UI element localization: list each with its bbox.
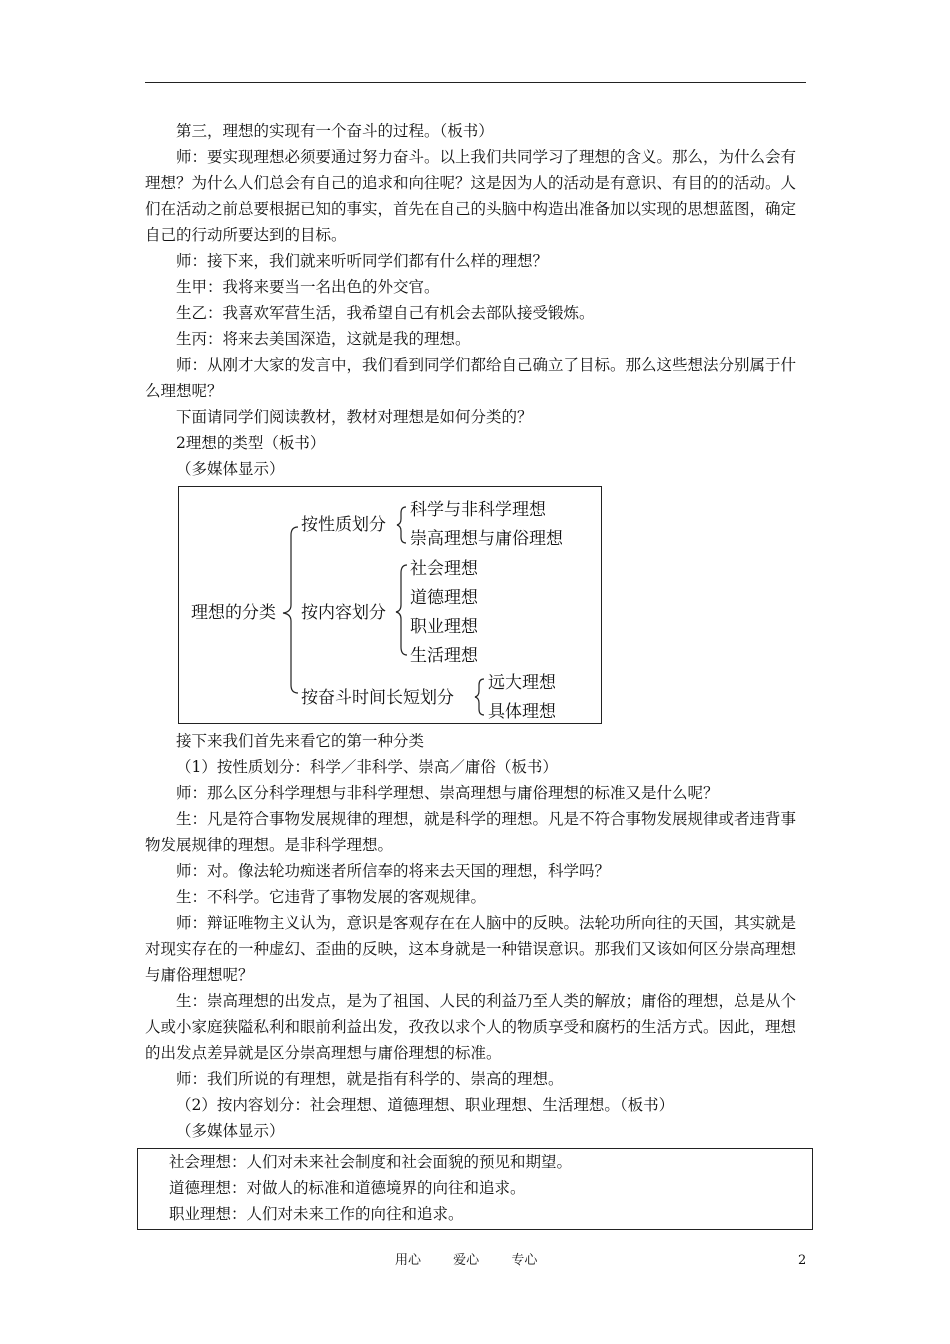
- paragraph: 第三，理想的实现有一个奋斗的过程。（板书）: [176, 122, 494, 140]
- paragraph: 师：接下来，我们就来听听同学们都有什么样的理想？: [176, 252, 549, 270]
- paragraph: 师：对。像法轮功痴迷者所信奉的将来去天国的理想，科学吗？: [176, 862, 611, 880]
- page-footer: [0, 1250, 950, 1272]
- paragraph: （多媒体显示）: [176, 1122, 285, 1140]
- diagram-leaf: 崇高理想与庸俗理想: [410, 529, 563, 549]
- diagram-leaf: 具体理想: [488, 702, 556, 722]
- definition-line: 职业理想：人们对未来工作的向往和追求。: [169, 1205, 464, 1223]
- section-heading: 2理想的类型（板书）: [176, 434, 326, 452]
- paragraph: 师：从刚才大家的发言中，我们看到同学们都给自己确立了目标。那么这些想法分别属于什么理想呢？: [145, 356, 797, 400]
- definition-line: 道德理想：对做人的标准和道德境界的向往和追求。: [169, 1179, 526, 1197]
- diagram-leaf: 远大理想: [488, 673, 556, 693]
- diagram-branch-duration: 按奋斗时间长短划分: [301, 688, 454, 708]
- diagram-branch-nature: 按性质划分: [301, 515, 386, 535]
- paragraph: 生：不科学。它违背了事物发展的客观规律。: [176, 888, 487, 906]
- header-rule: [145, 82, 806, 83]
- paragraph: 生丙：将来去美国深造，这就是我的理想。: [176, 330, 471, 348]
- footer-motto-item: 用心: [395, 1253, 422, 1268]
- page-number: 2: [798, 1253, 807, 1268]
- definitions-box: [137, 1148, 813, 1230]
- diagram-leaf: 道德理想: [410, 588, 478, 608]
- definition-line: 社会理想：人们对未来社会制度和社会面貌的预见和期望。: [169, 1153, 573, 1171]
- paragraph: 生：崇高理想的出发点，是为了祖国、人民的利益乃至人类的解放；庸俗的理想，总是从个人或小家庭狭隘私利和眼前利益出发，孜孜以求个人的物质享受和腐朽的生活方式。因此，理想的出发点差异就是区分崇高理想与庸俗理想的标准。: [145, 992, 797, 1062]
- paragraph: （多媒体显示）: [176, 460, 285, 478]
- paragraph: 师：我们所说的有理想，就是指有科学的、崇高的理想。: [176, 1070, 564, 1088]
- footer-motto-item: 爱心: [453, 1253, 480, 1268]
- footer-motto: [395, 1250, 565, 1272]
- paragraph: 下面请同学们阅读教材，教材对理想是如何分类的？: [176, 408, 533, 426]
- classification-diagram: [178, 486, 602, 724]
- paragraph: （2）按内容划分：社会理想、道德理想、职业理想、生活理想。（板书）: [176, 1096, 675, 1114]
- diagram-root: 理想的分类: [191, 603, 276, 623]
- footer-motto-item: 专心: [511, 1253, 538, 1268]
- paragraph: 师：要实现理想必须要通过努力奋斗。以上我们共同学习了理想的含义。那么，为什么会有理想？为什么人们总会有自己的追求和向往呢？这是因为人的活动是有意识、有目的的活动。人们在活动之前总要根据已知的事实，首先在自己的头脑中构造出准备加以实现的思想蓝图，确定自己的行动所要达到的目标。: [145, 148, 797, 244]
- paragraph: 生甲：我将来要当一名出色的外交官。: [176, 278, 440, 296]
- paragraph: 接下来我们首先来看它的第一种分类: [176, 732, 425, 750]
- paragraph: 师：那么区分科学理想与非科学理想、崇高理想与庸俗理想的标准又是什么呢？: [176, 784, 719, 802]
- diagram-leaf: 社会理想: [410, 559, 478, 579]
- paragraph: 生：凡是符合事物发展规律的理想，就是科学的理想。凡是不符合事物发展规律或者违背事物发展规律的理想。是非科学理想。: [145, 810, 797, 854]
- diagram-leaf: 科学与非科学理想: [410, 500, 546, 520]
- page-body: [145, 118, 810, 1230]
- diagram-leaf: 职业理想: [410, 617, 478, 637]
- paragraph: 生乙：我喜欢军营生活，我希望自己有机会去部队接受锻炼。: [176, 304, 595, 322]
- diagram-branch-content: 按内容划分: [301, 603, 386, 623]
- paragraph: （1）按性质划分：科学／非科学、崇高／庸俗（板书）: [176, 758, 558, 776]
- paragraph: 师：辩证唯物主义认为，意识是客观存在在人脑中的反映。法轮功所向往的天国，其实就是对现实存在的一种虚幻、歪曲的反映，这本身就是一种错误意识。那我们又该如何区分崇高理想与庸俗理想呢？: [145, 914, 797, 984]
- diagram-leaf: 生活理想: [410, 646, 478, 666]
